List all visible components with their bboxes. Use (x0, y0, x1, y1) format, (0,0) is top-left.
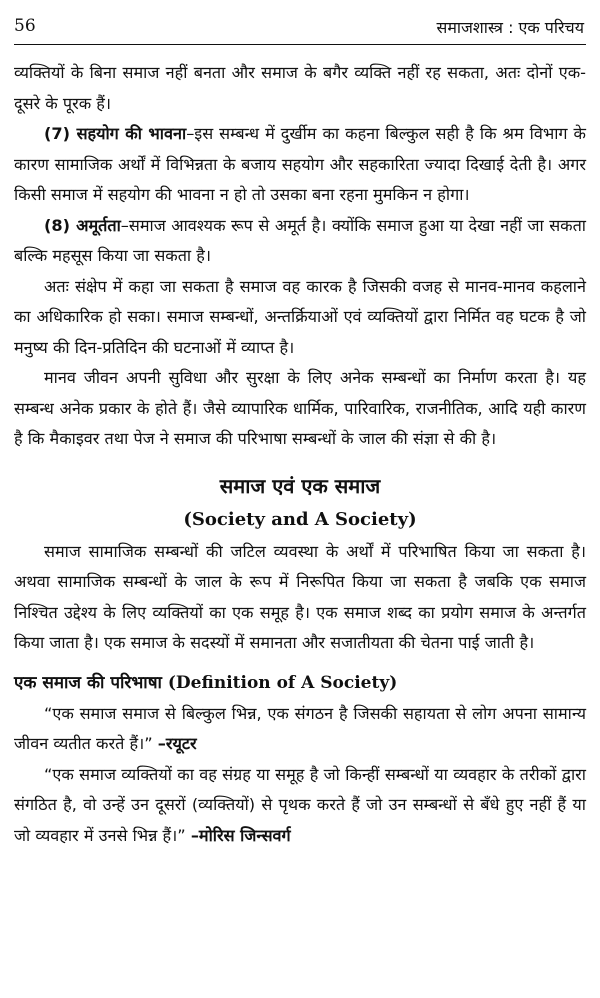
definition-heading-english: (Definition of A Society) (167, 672, 398, 693)
paragraph-society: समाज सामाजिक सम्बन्धों की जटिल व्यवस्था के अर्थों में परिभाषित किया जा सकता है। अथवा सामाजिक सम्बन्धों के जाल के रूप में निरूपित किया जा सकता है जबकि एक समाज निश्चित उद्देश्य के लिए व्यक्तियों का एक समूह है। एक समाज शब्द का प्रयोग समाज के अन्तर्गत किया जाता है। एक समाज के सदस्यों में समानता और सजातीयता की चेतना पाई जाती है। (14, 541, 586, 652)
quote-2-text: “एक समाज व्यक्तियों का वह संग्रह या समूह है जो किन्हीं सम्बन्धों या व्यवहार के तरीकों द्वारा संगठित है, वो उन्हें उन दूसरों (व्यक्तियों) से पृथक करते हैं जो उन सम्बन्धों से बँधे हुए नहीं हैं या जो व्यवहार में उनसे भिन्न हैं।” (14, 764, 586, 845)
running-title: समाजशास्त्र : एक परिचय (436, 18, 584, 37)
page-body (14, 58, 586, 851)
section-title-hindi: समाज एवं एक समाज (219, 473, 381, 498)
point-8-label: (8) अमूर्तता (44, 215, 121, 235)
quote-2-source: –मोरिस जिन्सवर्ग (190, 825, 291, 845)
point-7-label: (7) सहयोग की भावना (44, 124, 187, 143)
quote-1-text: “एक समाज समाज से बिल्कुल भिन्न, एक संगठन है जिसकी सहायता से लोग अपना सामान्य जीवन व्यतीत करते हैं।” (14, 703, 586, 753)
quote-ryuter (14, 699, 586, 760)
paragraph-relations: मानव जीवन अपनी सुविधा और सुरक्षा के लिए अनेक सम्बन्धों का निर्माण करता है। यह सम्बन्ध अनेक प्रकार के होते हैं। जैसे व्यापारिक धार्मिक, पारिवारिक, राजनीतिक, आदि यही कारण है कि मैकाइवर तथा पेज ने समाज की परिभाषा सम्बन्धों के जाल की संज्ञा से की है। (14, 368, 586, 448)
paragraph-summary: अतः संक्षेप में कहा जा सकता है समाज वह कारक है जिसकी वजह से मानव-मानव कहलाने का अधिकारिक हो सका। समाज सम्बन्धों, अन्तर्क्रियाओं एवं व्यक्तियों द्वारा निर्मित वह घटक है जो मनुष्य की दिन-प्रतिदिन की घटनाओं में व्याप्त है। (14, 276, 586, 357)
paragraph-intro-end: व्यक्तियों के बिना समाज नहीं बनता और समाज के बगैर व्यक्ति नहीं रह सकता, अतः दोनों एक-दूसरे के पूरक हैं। (14, 63, 586, 113)
quote-ginsberg (14, 760, 586, 852)
quote-1-source: –रयूटर (157, 734, 197, 753)
point-7 (14, 119, 586, 211)
section-title-english: (Society and A Society) (183, 508, 417, 530)
point-8 (14, 211, 586, 272)
definition-heading-hindi: एक समाज की परिभाषा (14, 672, 162, 693)
page-header (14, 16, 586, 45)
point-8-text: –समाज आवश्यक रूप से अमूर्त है। क्योंकि समाज हुआ या देखा नहीं जा सकता बल्कि महसूस किया जा सकता है। (14, 215, 586, 265)
page-number: 56 (14, 16, 36, 36)
definition-heading (14, 667, 586, 699)
point-7-text: –इस सम्बन्ध में दुर्खीम का कहना बिल्कुल सही है कि श्रम विभाग के कारण सामाजिक अर्थों में विभिन्नता के बजाय सहयोग और सहकारिता ज्यादा दिखाई देती है। अगर किसी समाज में सहयोग की भावना न हो तो उसका बना रहना मुमकिन न होगा। (14, 124, 586, 204)
